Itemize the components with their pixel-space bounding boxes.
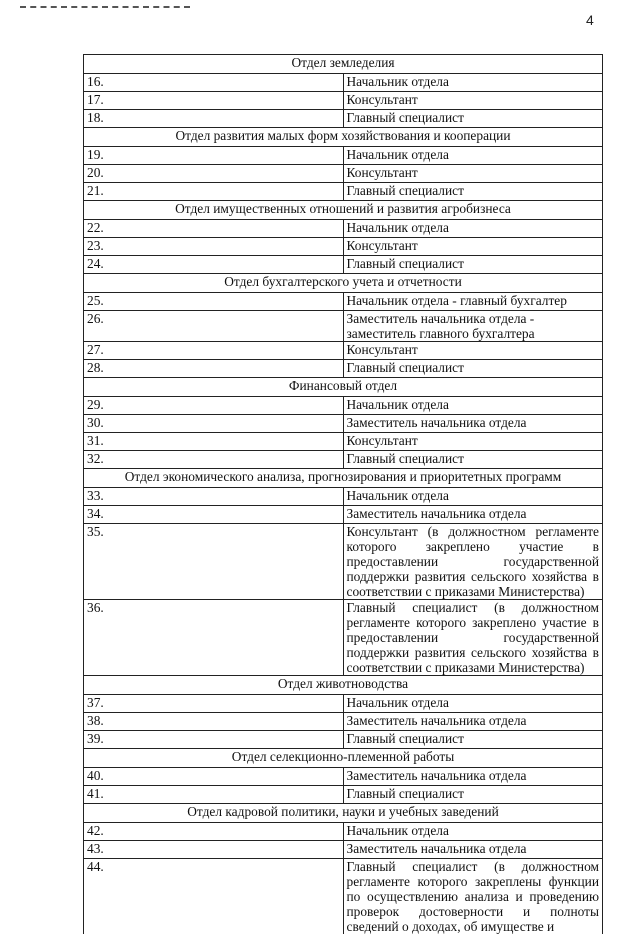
position-row: [84, 786, 603, 804]
position-row: [84, 488, 603, 506]
position-row: [84, 311, 603, 342]
position-row: [84, 342, 603, 360]
position-row: [84, 859, 603, 934]
position-title: Главный специалист: [343, 786, 603, 804]
position-row: [84, 600, 603, 676]
position-title: Начальник отдела: [343, 397, 603, 415]
position-row: [84, 165, 603, 183]
section-title: Отдел кадровой политики, науки и учебных заведений: [84, 804, 603, 823]
section-title: Отдел экономического анализа, прогнозирования и приоритетных программ: [84, 469, 603, 488]
position-title: Главный специалист (в должностном регламенте которого закреплены функции по осуществлению анализа и проведению проверок достоверности и полноты сведений о доходах, об имуществе и: [343, 859, 603, 934]
section-header-row: [84, 378, 603, 397]
position-number: 24.: [84, 256, 344, 274]
position-row: [84, 713, 603, 731]
position-row: [84, 360, 603, 378]
position-number: 37.: [84, 695, 344, 713]
position-title: Консультант: [343, 165, 603, 183]
position-title: Главный специалист: [343, 731, 603, 749]
position-number: 44.: [84, 859, 344, 934]
position-number: 23.: [84, 238, 344, 256]
position-row: [84, 256, 603, 274]
position-number: 39.: [84, 731, 344, 749]
position-title: Заместитель начальника отдела: [343, 506, 603, 524]
section-header-row: [84, 804, 603, 823]
position-title: Консультант: [343, 342, 603, 360]
position-row: [84, 74, 603, 92]
position-number: 41.: [84, 786, 344, 804]
section-header-row: [84, 201, 603, 220]
position-number: 40.: [84, 768, 344, 786]
position-title: Главный специалист: [343, 183, 603, 201]
section-title: Отдел животноводства: [84, 676, 603, 695]
position-row: [84, 147, 603, 165]
section-title: Финансовый отдел: [84, 378, 603, 397]
section-header-row: [84, 749, 603, 768]
section-title: Отдел селекционно-племенной работы: [84, 749, 603, 768]
positions-table: [83, 54, 603, 934]
page-number: 4: [586, 12, 594, 28]
position-title: Главный специалист (в должностном регламенте которого закреплено участие в предоставлении государственной поддержки развития сельского хозяйства в соответствии с приказами Министерства): [343, 600, 603, 676]
position-number: 18.: [84, 110, 344, 128]
position-number: 20.: [84, 165, 344, 183]
position-title: Начальник отдела: [343, 74, 603, 92]
position-row: [84, 841, 603, 859]
position-number: 32.: [84, 451, 344, 469]
position-title: Консультант: [343, 238, 603, 256]
position-title: Начальник отдела: [343, 695, 603, 713]
position-title: Начальник отдела - главный бухгалтер: [343, 293, 603, 311]
position-row: [84, 238, 603, 256]
position-title: Начальник отдела: [343, 220, 603, 238]
position-row: [84, 823, 603, 841]
position-row: [84, 695, 603, 713]
position-title: Начальник отдела: [343, 823, 603, 841]
position-number: 17.: [84, 92, 344, 110]
position-number: 26.: [84, 311, 344, 342]
section-title: Отдел земледелия: [84, 55, 603, 74]
position-row: [84, 433, 603, 451]
position-title: Заместитель начальника отдела: [343, 768, 603, 786]
position-title: Консультант: [343, 92, 603, 110]
position-number: 21.: [84, 183, 344, 201]
section-header-row: [84, 128, 603, 147]
position-title: Консультант: [343, 433, 603, 451]
position-title: Главный специалист: [343, 360, 603, 378]
scan-top-rule: [20, 6, 190, 8]
position-number: 31.: [84, 433, 344, 451]
position-number: 35.: [84, 524, 344, 600]
position-number: 34.: [84, 506, 344, 524]
position-title: Главный специалист: [343, 451, 603, 469]
position-title: Консультант (в должностном регламенте которого закреплено участие в предоставлении государственной поддержки развития сельского хозяйства в соответствии с приказами Министерства): [343, 524, 603, 600]
position-title: Заместитель начальника отдела: [343, 415, 603, 433]
position-number: 38.: [84, 713, 344, 731]
position-number: 42.: [84, 823, 344, 841]
section-header-row: [84, 469, 603, 488]
position-row: [84, 220, 603, 238]
position-row: [84, 293, 603, 311]
position-title: Заместитель начальника отдела: [343, 713, 603, 731]
position-row: [84, 731, 603, 749]
position-row: [84, 524, 603, 600]
position-row: [84, 92, 603, 110]
position-number: 25.: [84, 293, 344, 311]
position-number: 19.: [84, 147, 344, 165]
position-number: 27.: [84, 342, 344, 360]
position-row: [84, 183, 603, 201]
position-row: [84, 768, 603, 786]
section-header-row: [84, 676, 603, 695]
section-header-row: [84, 274, 603, 293]
position-title: Заместитель начальника отдела - заместитель главного бухгалтера: [343, 311, 603, 342]
section-title: Отдел развития малых форм хозяйствования и кооперации: [84, 128, 603, 147]
position-row: [84, 451, 603, 469]
position-row: [84, 415, 603, 433]
section-title: Отдел бухгалтерского учета и отчетности: [84, 274, 603, 293]
position-number: 28.: [84, 360, 344, 378]
position-row: [84, 397, 603, 415]
position-title: Начальник отдела: [343, 147, 603, 165]
position-title: Заместитель начальника отдела: [343, 841, 603, 859]
position-number: 30.: [84, 415, 344, 433]
position-number: 22.: [84, 220, 344, 238]
position-title: Начальник отдела: [343, 488, 603, 506]
position-number: 16.: [84, 74, 344, 92]
positions-table-body: [84, 55, 603, 934]
position-number: 43.: [84, 841, 344, 859]
position-row: [84, 506, 603, 524]
position-title: Главный специалист: [343, 110, 603, 128]
section-header-row: [84, 55, 603, 74]
section-title: Отдел имущественных отношений и развития агробизнеса: [84, 201, 603, 220]
position-number: 36.: [84, 600, 344, 676]
position-number: 29.: [84, 397, 344, 415]
position-row: [84, 110, 603, 128]
position-number: 33.: [84, 488, 344, 506]
position-title: Главный специалист: [343, 256, 603, 274]
